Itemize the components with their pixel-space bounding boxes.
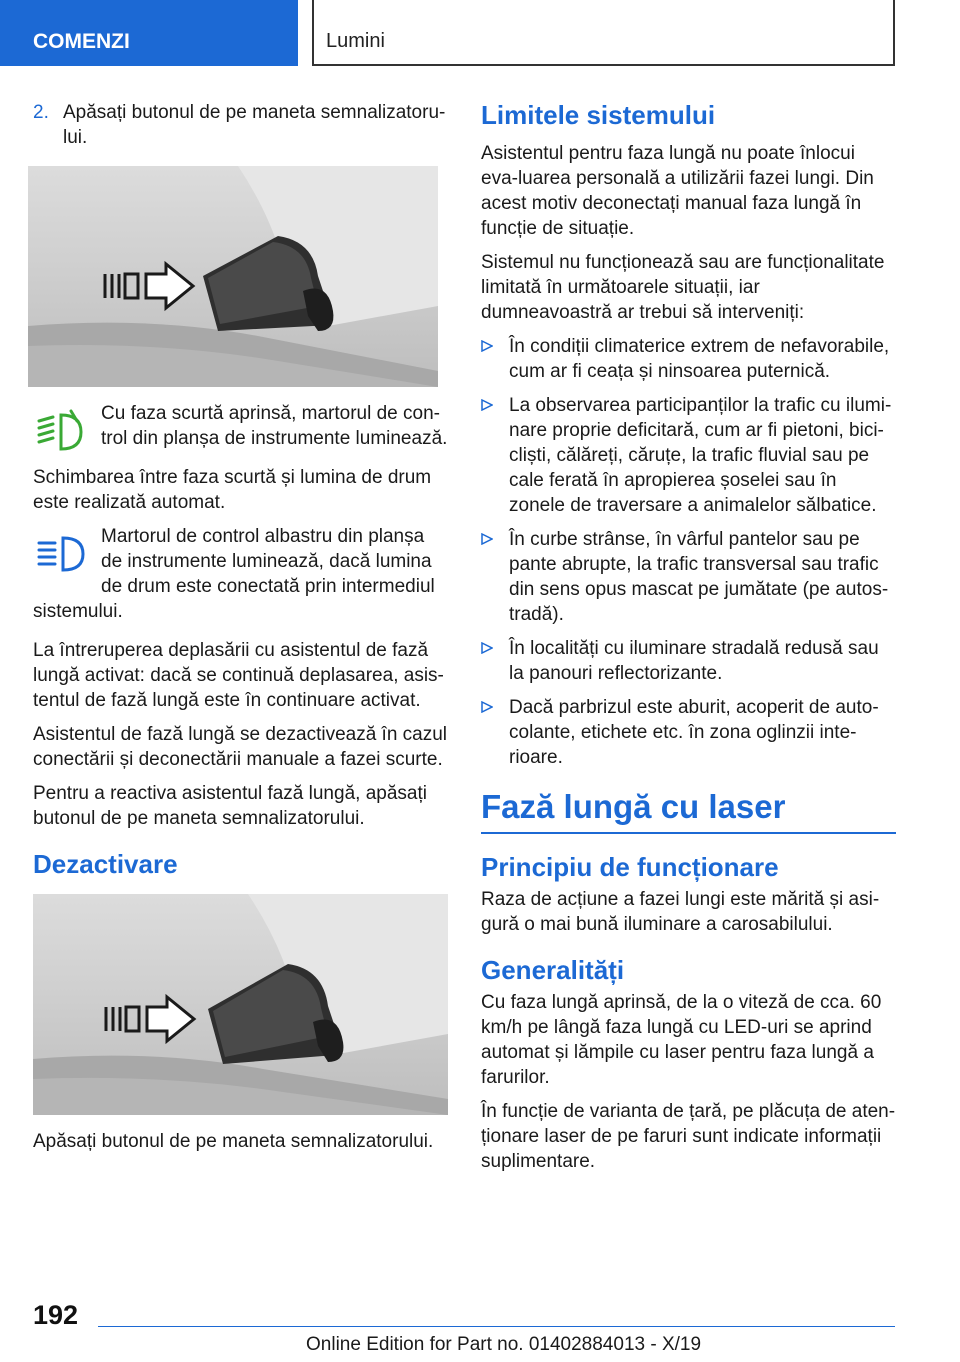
- limits-list: [481, 334, 896, 770]
- step-number: 2.: [33, 102, 49, 123]
- stalk-button-figure-2: [33, 894, 448, 1115]
- stalk-button-figure-1: [28, 166, 438, 387]
- paragraph: Apăsați butonul de pe maneta semnalizatorului.: [33, 1131, 434, 1152]
- high-beam-assistant-indicator-icon: [33, 530, 93, 580]
- paragraph: Cu faza lungă aprinsă, de la o viteză de cca. 60 km/h pe lângă faza lungă cu LED-uri se aprind automat și lămpile cu laser pentru faza lungă a farurilor.: [481, 992, 882, 1088]
- paragraph: Schimbarea între faza scurtă și lumina de drum este realizată automat.: [33, 467, 432, 513]
- list-item: [481, 695, 896, 770]
- list-item-text: În condiții climaterice extrem de nefavorabile, cum ar fi ceața și ninsoarea puternică.: [509, 336, 890, 382]
- heading-system-limits: Limitele sistemului: [481, 100, 716, 130]
- list-item: [481, 636, 896, 686]
- right-column: [481, 100, 896, 1183]
- step-2: [33, 100, 448, 150]
- list-item-text: În curbe strânse, în vârful pantelor sau pe pante abrupte, la trafic transversal sau trafic din sens opus mascat pe jumătate (pe autos-tradă).: [509, 529, 889, 625]
- low-beam-note-text: Cu faza scurtă aprinsă, martorul de con-trol din planșa de instrumente luminează.: [101, 403, 448, 449]
- paragraph: Asistentul de fază lungă se dezactivează în cazul conectării și deconectării manuale a fazei scurte.: [33, 724, 448, 770]
- step-text: Apăsați butonul de pe maneta semnalizatoru-lui.: [63, 102, 446, 148]
- stalk-illustration: [33, 894, 448, 1115]
- bullet-triangle-icon: [481, 642, 493, 654]
- low-beam-indicator-icon: [33, 407, 93, 457]
- paragraph: Raza de acțiune a fazei lungi este mărită și asi-gură o mai bună iluminare a carosabilului.: [481, 889, 880, 935]
- paragraph: În funcție de varianta de țară, pe plăcuța de aten-ționare laser de pe faruri sunt indicate informații suplimentare.: [481, 1101, 896, 1172]
- chapter-title: Lumini: [312, 0, 895, 66]
- list-item-text: Dacă parbrizul este aburit, acoperit de auto-colante, etichete etc. în zona oglinzii inte-rioare.: [509, 697, 879, 768]
- heading-general: Generalități: [481, 955, 625, 985]
- section-tab: COMENZI: [0, 0, 298, 66]
- high-beam-note: [33, 524, 448, 624]
- low-beam-note: [33, 401, 448, 451]
- paragraph: Asistentul pentru faza lungă nu poate înlocui eva-luarea personală a utilizării fazei lungi. Din acest motiv deconectați manual faza lungă în funcție de situație.: [481, 143, 874, 239]
- page-number: 192: [33, 1300, 79, 1330]
- list-item: [481, 334, 896, 384]
- paragraph: La întreruperea deplasării cu asistentul de fază lungă activat: dacă se continuă deplasarea, asis-tentul de fază lungă este în continuare activat.: [33, 640, 444, 711]
- bullet-triangle-icon: [481, 533, 493, 545]
- list-item: [481, 393, 896, 518]
- bullet-triangle-icon: [481, 399, 493, 411]
- heading-deactivate: Dezactivare: [33, 849, 178, 879]
- paragraph: Sistemul nu funcționează sau are funcționalitate limitată în următoarele situații, iar dumneavoastră ar trebui să interveniți:: [481, 252, 885, 323]
- heading-laser-high-beam: Fază lungă cu laser: [481, 788, 896, 834]
- bullet-triangle-icon: [481, 701, 493, 713]
- paragraph: Pentru a reactiva asistentul fază lungă, apăsați butonul de pe maneta semnalizatorului.: [33, 783, 427, 829]
- list-item-text: La observarea participanților la trafic cu ilumi-nare proprie deficitară, cum ar fi pietoni, bici-cliști, călăreți, căruțe, la trafic fluvial sau pe cale ferată în apropierea șoselei sau în zonele de traversare a animalelor sălbatice.: [509, 395, 892, 516]
- bullet-triangle-icon: [481, 340, 493, 352]
- heading-operating-principle: Principiu de funcționare: [481, 852, 779, 882]
- list-item: [481, 527, 896, 627]
- left-column: [33, 100, 448, 1163]
- high-beam-note-text: Martorul de control albastru din planșa de instrumente luminează, dacă lumina de drum este conectată prin intermediul sistemului.: [33, 526, 435, 622]
- list-item-text: În localități cu iluminare stradală redusă sau la panouri reflectorizante.: [509, 638, 879, 684]
- footer-divider: [98, 1326, 895, 1327]
- page-header: [0, 0, 960, 66]
- stalk-illustration: [28, 166, 438, 387]
- footer-edition: Online Edition for Part no. 01402884013 - X/19: [306, 1334, 702, 1355]
